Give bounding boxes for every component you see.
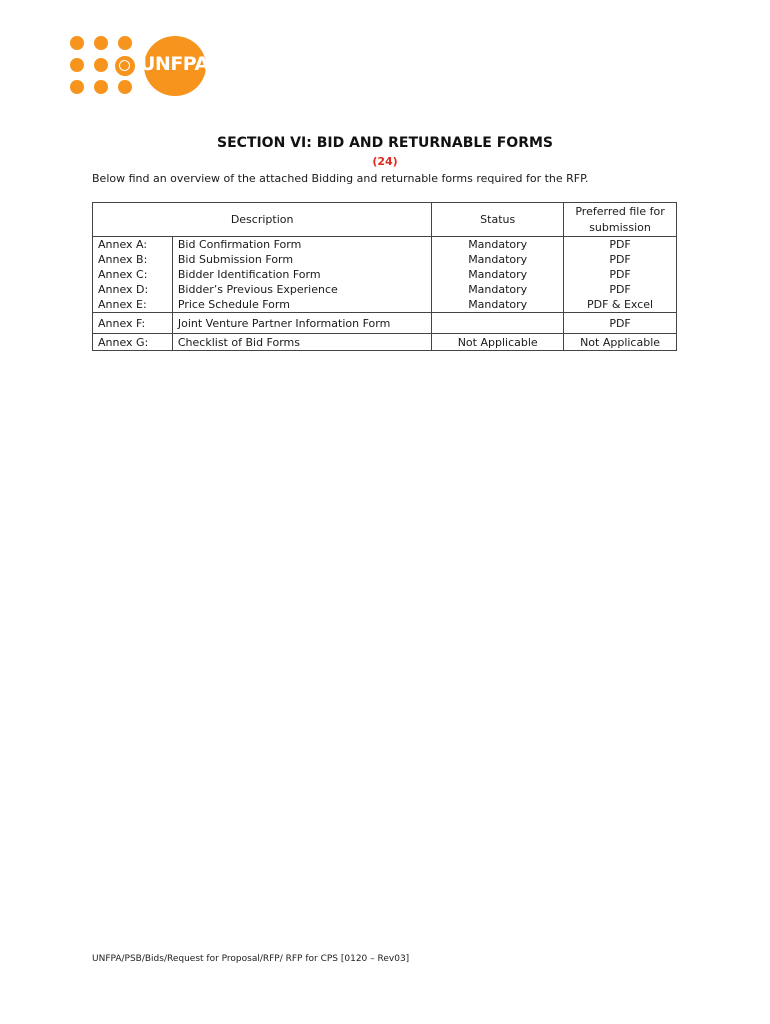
form-status: Mandatory [432,297,564,313]
logo-dot [94,36,108,50]
form-description: Price Schedule Form [172,297,431,313]
annex-label: Annex D: [93,282,173,297]
form-description: Bidder’s Previous Experience [172,282,431,297]
form-status: Mandatory [432,252,564,267]
header-status: Status [432,203,564,237]
form-description: Checklist of Bid Forms [172,334,431,351]
intro-text: Below find an overview of the attached Bidding and returnable forms required for the RFP. [92,172,589,185]
form-file-type: PDF & Excel [564,297,677,313]
annex-label: Annex E: [93,297,173,313]
logo-dot [70,80,84,94]
table-row [93,334,677,351]
table-row [93,252,677,267]
logo-dot [118,36,132,50]
annex-label: Annex F: [93,313,173,334]
returnable-forms-table [92,202,677,351]
annex-label: Annex G: [93,334,173,351]
form-file-type: PDF [564,237,677,253]
logo-brand-text: UNFPA [140,53,209,75]
annex-label: Annex A: [93,237,173,253]
form-file-type: Not Applicable [564,334,677,351]
form-status: Mandatory [432,237,564,253]
un-emblem-icon [114,55,136,77]
logo-dot [70,36,84,50]
form-status: Mandatory [432,282,564,297]
page-reference: (24) [372,155,398,168]
header-description: Description [93,203,432,237]
form-description: Joint Venture Partner Information Form [172,313,431,334]
page-footer: UNFPA/PSB/Bids/Request for Proposal/RFP/ RFP for CPS [0120 – Rev03] [92,954,410,964]
annex-label: Annex B: [93,252,173,267]
table-row [93,237,677,253]
table-row [93,282,677,297]
table-row [93,297,677,313]
form-status: Not Applicable [432,334,564,351]
table-row [93,267,677,282]
form-description: Bid Confirmation Form [172,237,431,253]
table-row [93,313,677,334]
form-status: Mandatory [432,267,564,282]
form-file-type: PDF [564,252,677,267]
form-description: Bid Submission Form [172,252,431,267]
form-file-type: PDF [564,267,677,282]
annex-label: Annex C: [93,267,173,282]
form-description: Bidder Identification Form [172,267,431,282]
table-header-row [93,203,677,237]
form-file-type: PDF [564,313,677,334]
logo-dot [70,58,84,72]
header-file: Preferred file for submission [564,203,677,237]
section-title: SECTION VI: BID AND RETURNABLE FORMS [217,135,553,151]
logo-dot [118,80,132,94]
unfpa-logo [70,34,210,96]
form-status [432,313,564,334]
form-file-type: PDF [564,282,677,297]
logo-dot [94,58,108,72]
logo-dot [94,80,108,94]
